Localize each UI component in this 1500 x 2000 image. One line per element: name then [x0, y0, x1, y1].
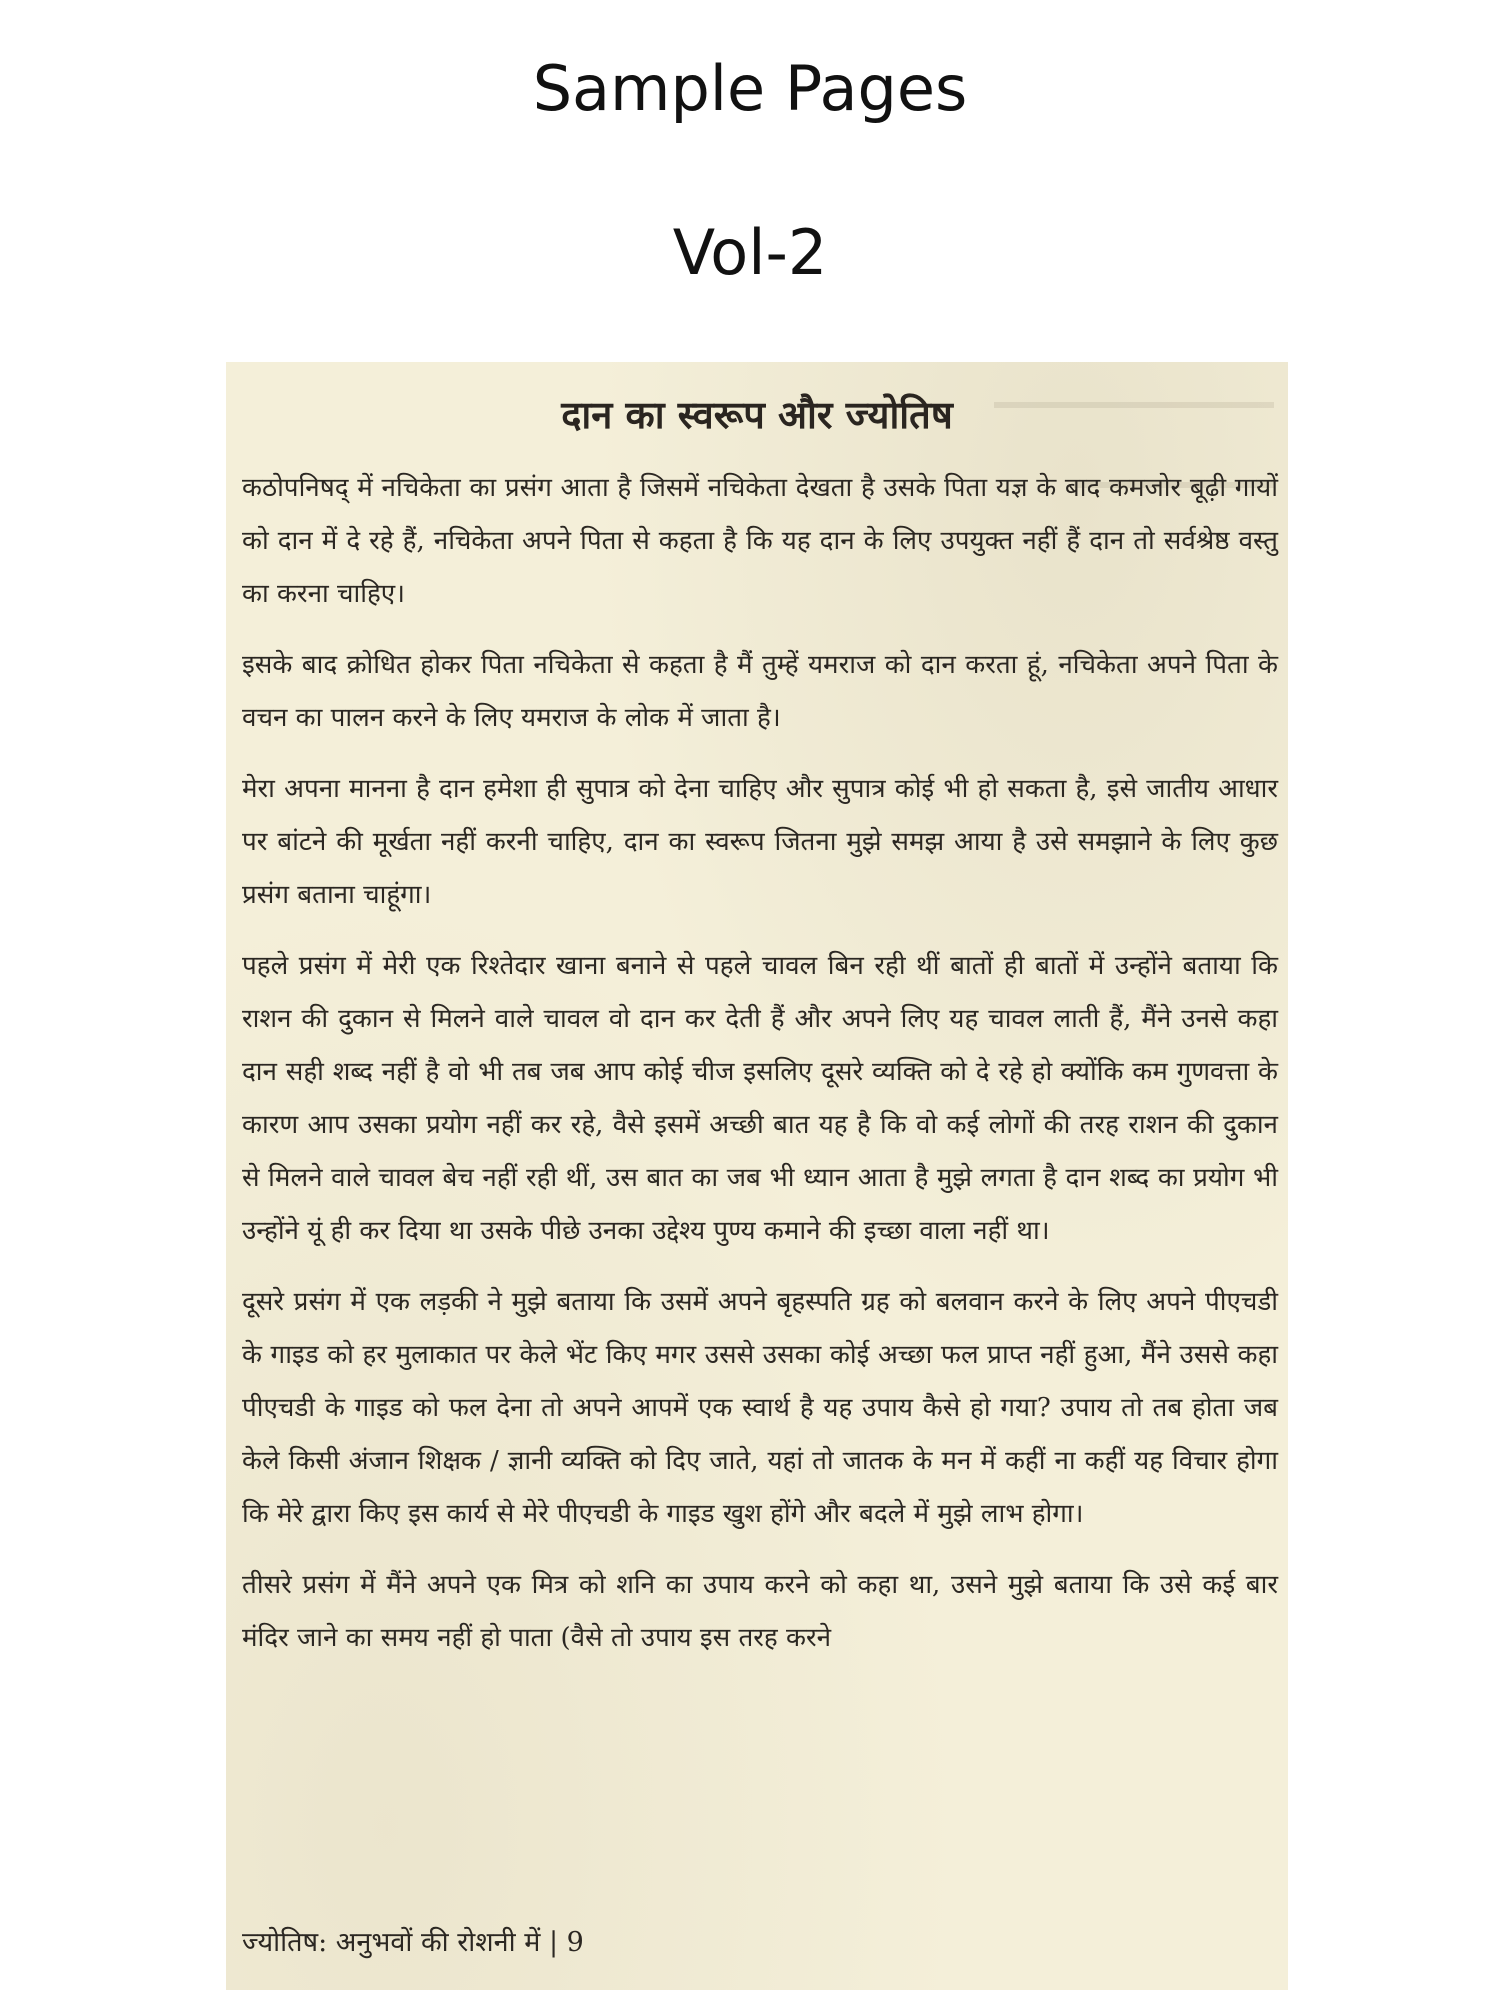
paragraph-2: इसके बाद क्रोधित होकर पिता नचिकेता से कहता है मैं तुम्हें यमराज को दान करता हूं, नचिकेता अपने पिता के वचन का पालन करने के लिए यमराज के लोक में जाता है। [242, 650, 1278, 733]
scanned-book-page [226, 362, 1288, 1990]
paragraph-3: मेरा अपना मानना है दान हमेशा ही सुपात्र को देना चाहिए और सुपात्र कोई भी हो सकता है, इसे जातीय आधार पर बांटने की मूर्खता नहीं करनी चाहिए, दान का स्वरूप जितना मुझे समझ आया है उसे समझाने के लिए कुछ प्रसंग बताना चाहूंगा। [242, 774, 1278, 910]
volume-label: Vol-2 [672, 216, 828, 289]
chapter-heading: दान का स्वरूप और ज्योतिष [561, 393, 953, 437]
sample-pages-title: Sample Pages [532, 52, 968, 125]
paragraph-1: कठोपनिषद् में नचिकेता का प्रसंग आता है जिसमें नचिकेता देखता है उसके पिता यज्ञ के बाद कमजोर बूढ़ी गायों को दान में दे रहे हैं, नचिकेता अपने पिता से कहता है कि यह दान के लिए उपयुक्त नहीं हैं दान तो सर्वश्रेष्ठ वस्तु का करना चाहिए। [242, 473, 1278, 609]
paragraph-4: पहले प्रसंग में मेरी एक रिश्तेदार खाना बनाने से पहले चावल बिन रही थीं बातों ही बातों में उन्होंने बताया कि राशन की दुकान से मिलने वाले चावल वो दान कर देती हैं और अपने लिए यह चावल लाती हैं, मैंने उनसे कहा दान सही शब्द नहीं है वो भी तब जब आप कोई चीज इसलिए दूसरे व्यक्ति को दे रहे हो क्योंकि कम गुणवत्ता के कारण आप उसका प्रयोग नहीं कर रहे, वैसे इसमें अच्छी बात यह है कि वो कई लोगों की तरह राशन की दुकान से मिलने वाले चावल बेच नहीं रही थीं, उस बात का जब भी ध्यान आता है मुझे लगता है दान शब्द का प्रयोग भी उन्होंने यूं ही कर दिया था उसके पीछे उनका उद्देश्य पुण्य कमाने की इच्छा वाला नहीं था। [242, 951, 1278, 1246]
page-footer: ज्योतिष: अनुभवों की रोशनी में | 9 [242, 1927, 584, 1958]
page-body [242, 462, 1278, 1683]
paragraph-6: तीसरे प्रसंग में मैंने अपने एक मित्र को शनि का उपाय करने को कहा था, उसने मुझे बताया कि उसे कई बार मंदिर जाने का समय नहीं हो पाता (वैसे तो उपाय इस तरह करने [242, 1570, 1278, 1653]
paragraph-5: दूसरे प्रसंग में एक लड़की ने मुझे बताया कि उसमें अपने बृहस्पति ग्रह को बलवान करने के लिए अपने पीएचडी के गाइड को हर मुलाकात पर केले भेंट किए मगर उससे उसका कोई अच्छा फल प्राप्त नहीं हुआ, मैंने उससे कहा पीएचडी के गाइड को फल देना तो अपने आपमें एक स्वार्थ है यह उपाय कैसे हो गया? उपाय तो तब होता जब केले किसी अंजान शिक्षक / ज्ञानी व्यक्ति को दिए जाते, यहां तो जातक के मन में कहीं ना कहीं यह विचार होगा कि मेरे द्वारा किए इस कार्य से मेरे पीएचडी के गाइड खुश होंगे और बदले में मुझे लाभ होगा। [242, 1287, 1278, 1529]
